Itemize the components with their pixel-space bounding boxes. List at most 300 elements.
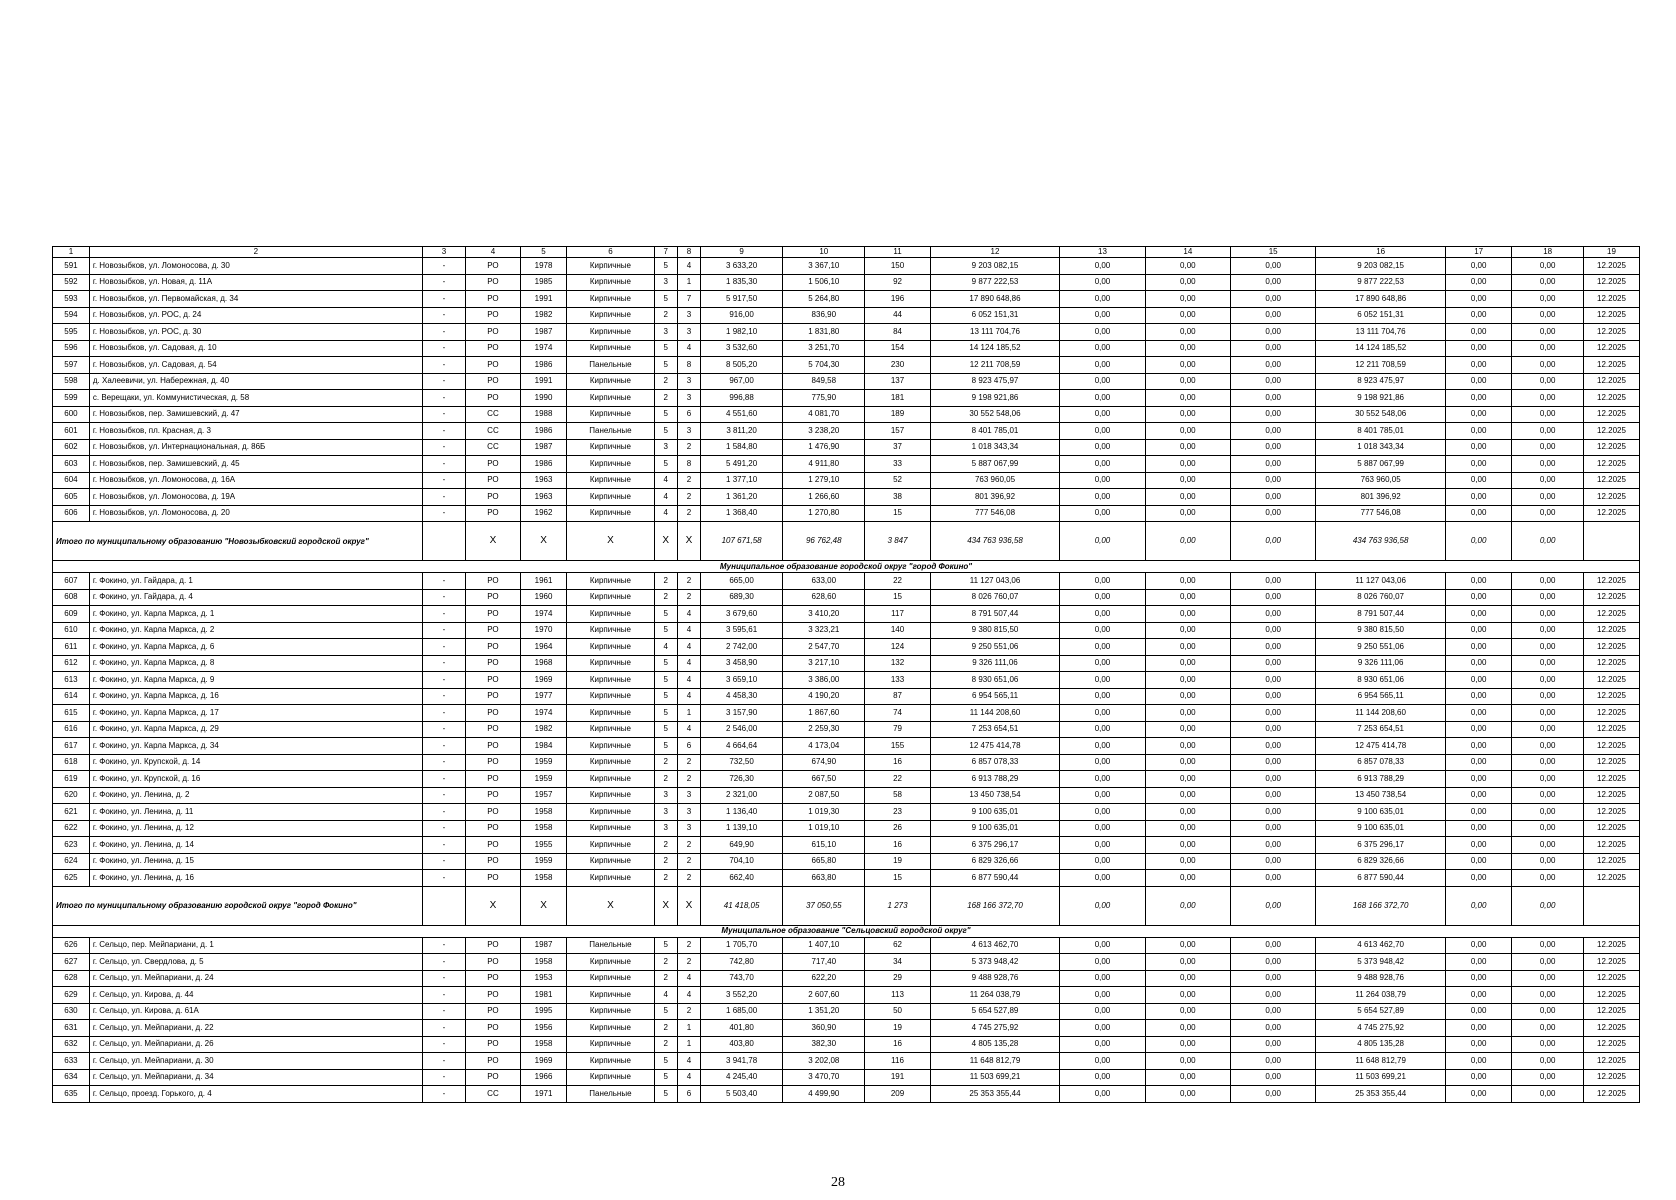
table-cell: - — [422, 820, 465, 837]
total-cell: X — [654, 522, 677, 561]
table-cell: 1991 — [520, 291, 566, 308]
table-cell: - — [422, 639, 465, 656]
address-cell: г. Новозыбков, ул. Ломоносова, д. 16А — [89, 472, 422, 489]
table-row — [53, 307, 1640, 324]
table-cell: 0,00 — [1512, 373, 1584, 390]
table-cell: 0,00 — [1231, 291, 1316, 308]
table-cell: 12.2025 — [1583, 390, 1639, 407]
table-cell: 0,00 — [1060, 489, 1145, 506]
table-cell: 1987 — [520, 937, 566, 954]
table-cell: РО — [466, 970, 521, 987]
table-cell: 0,00 — [1060, 423, 1145, 440]
table-row — [53, 291, 1640, 308]
table-cell: 9 380 815,50 — [1316, 622, 1446, 639]
address-cell: г. Сельцо, ул. Мейпариани, д. 22 — [89, 1020, 422, 1037]
table-cell: 0,00 — [1512, 937, 1584, 954]
table-cell: - — [422, 291, 465, 308]
table-cell: 3 811,20 — [701, 423, 783, 440]
table-cell: 3 — [654, 324, 677, 341]
table-row — [53, 639, 1640, 656]
table-cell: 5 — [654, 622, 677, 639]
table-cell: 604 — [53, 472, 90, 489]
table-cell: 603 — [53, 456, 90, 473]
table-cell: 594 — [53, 307, 90, 324]
table-cell: - — [422, 954, 465, 971]
table-cell: 0,00 — [1231, 771, 1316, 788]
table-cell: 12.2025 — [1583, 324, 1639, 341]
table-cell: 0,00 — [1060, 1020, 1145, 1037]
table-cell: 12.2025 — [1583, 688, 1639, 705]
table-cell: 26 — [865, 820, 930, 837]
table-row — [53, 987, 1640, 1004]
table-cell: 0,00 — [1145, 787, 1230, 804]
table-cell: 12.2025 — [1583, 274, 1639, 291]
table-cell: Кирпичные — [567, 439, 654, 456]
table-cell: 0,00 — [1231, 423, 1316, 440]
table-cell: 0,00 — [1512, 1036, 1584, 1053]
table-cell: 8 505,20 — [701, 357, 783, 374]
table-cell: 601 — [53, 423, 90, 440]
table-cell: 1984 — [520, 738, 566, 755]
table-cell: 79 — [865, 721, 930, 738]
table-cell: РО — [466, 340, 521, 357]
table-cell: 2 — [677, 505, 700, 522]
table-cell: 1959 — [520, 771, 566, 788]
table-cell: 0,00 — [1445, 688, 1511, 705]
table-cell: 633 — [53, 1053, 90, 1070]
table-cell: 0,00 — [1445, 1003, 1511, 1020]
address-cell: г. Сельцо, проезд. Горького, д. 4 — [89, 1086, 422, 1103]
table-cell: 0,00 — [1060, 589, 1145, 606]
address-cell: г. Новозыбков, ул. РОС, д. 24 — [89, 307, 422, 324]
table-cell: 12.2025 — [1583, 721, 1639, 738]
table-cell: - — [422, 1069, 465, 1086]
table-cell: - — [422, 340, 465, 357]
table-cell: 1974 — [520, 606, 566, 623]
table-cell: 0,00 — [1231, 622, 1316, 639]
table-cell: 0,00 — [1145, 837, 1230, 854]
table-cell: 667,50 — [783, 771, 865, 788]
column-number: 13 — [1060, 247, 1145, 258]
table-cell: РО — [466, 307, 521, 324]
table-cell: 9 250 551,06 — [930, 639, 1060, 656]
table-cell: 12.2025 — [1583, 804, 1639, 821]
table-cell: 0,00 — [1145, 721, 1230, 738]
table-cell: 12.2025 — [1583, 1069, 1639, 1086]
table-cell: 230 — [865, 357, 930, 374]
total-cell: X — [677, 522, 700, 561]
table-cell: 181 — [865, 390, 930, 407]
table-cell: 1 831,80 — [783, 324, 865, 341]
table-cell: 2 742,00 — [701, 639, 783, 656]
table-cell: 12 475 414,78 — [930, 738, 1060, 755]
table-cell: 3 532,60 — [701, 340, 783, 357]
table-cell: - — [422, 573, 465, 590]
total-label: Итого по муниципальному образованию городской округ "город Фокино" — [53, 886, 423, 925]
total-cell: 0,00 — [1231, 522, 1316, 561]
table-cell: Кирпичные — [567, 1003, 654, 1020]
table-cell: 3 470,70 — [783, 1069, 865, 1086]
table-row — [53, 837, 1640, 854]
table-cell: 1 279,10 — [783, 472, 865, 489]
table-cell: 649,90 — [701, 837, 783, 854]
table-cell: 11 127 043,06 — [930, 573, 1060, 590]
table-cell: 1 266,60 — [783, 489, 865, 506]
table-cell: - — [422, 837, 465, 854]
table-cell: 4 — [677, 721, 700, 738]
table-cell: 0,00 — [1231, 505, 1316, 522]
table-cell: 5 — [654, 1086, 677, 1103]
table-cell: 4 173,04 — [783, 738, 865, 755]
table-cell: 9 198 921,86 — [1316, 390, 1446, 407]
table-cell: 1953 — [520, 970, 566, 987]
table-cell: 1 018 343,34 — [930, 439, 1060, 456]
table-cell: 2 — [677, 853, 700, 870]
total-cell: 0,00 — [1512, 522, 1584, 561]
address-cell: г. Фокино, ул. Ленина, д. 2 — [89, 787, 422, 804]
table-cell: 4 — [654, 987, 677, 1004]
table-cell: 6 375 296,17 — [930, 837, 1060, 854]
table-cell: - — [422, 1053, 465, 1070]
total-cell — [1583, 522, 1639, 561]
table-cell: 0,00 — [1145, 1053, 1230, 1070]
table-cell: 0,00 — [1231, 472, 1316, 489]
table-cell: 1 361,20 — [701, 489, 783, 506]
table-cell: 4 805 135,28 — [930, 1036, 1060, 1053]
table-row — [53, 357, 1640, 374]
table-cell: 0,00 — [1512, 987, 1584, 1004]
table-cell: 0,00 — [1060, 340, 1145, 357]
table-cell: 0,00 — [1512, 954, 1584, 971]
table-row — [53, 439, 1640, 456]
address-cell: г. Сельцо, ул. Мейпариани, д. 24 — [89, 970, 422, 987]
table-cell: 0,00 — [1512, 672, 1584, 689]
table-cell: 15 — [865, 589, 930, 606]
total-cell: 0,00 — [1060, 522, 1145, 561]
table-cell: 3 386,00 — [783, 672, 865, 689]
table-row — [53, 573, 1640, 590]
table-cell: 5 — [654, 688, 677, 705]
table-cell: 0,00 — [1445, 820, 1511, 837]
table-cell: 2 — [654, 390, 677, 407]
table-cell: 0,00 — [1445, 340, 1511, 357]
table-cell: РО — [466, 1069, 521, 1086]
table-cell: 0,00 — [1512, 820, 1584, 837]
table-cell: 360,90 — [783, 1020, 865, 1037]
table-cell: 1963 — [520, 472, 566, 489]
total-cell: X — [654, 886, 677, 925]
table-cell: 5 503,40 — [701, 1086, 783, 1103]
table-cell: 0,00 — [1145, 373, 1230, 390]
table-cell: Кирпичные — [567, 672, 654, 689]
total-cell: 1 273 — [865, 886, 930, 925]
table-cell: 11 127 043,06 — [1316, 573, 1446, 590]
table-cell: 4 — [677, 987, 700, 1004]
table-cell: 2 — [677, 771, 700, 788]
table-cell: 1 685,00 — [701, 1003, 783, 1020]
table-cell: 1958 — [520, 1036, 566, 1053]
table-cell: 1961 — [520, 573, 566, 590]
table-cell: 0,00 — [1445, 390, 1511, 407]
table-cell: 1966 — [520, 1069, 566, 1086]
address-cell: г. Фокино, ул. Карла Маркса, д. 16 — [89, 688, 422, 705]
table-cell: 0,00 — [1512, 1020, 1584, 1037]
table-cell: 2 — [654, 754, 677, 771]
table-cell: 5 — [654, 406, 677, 423]
table-cell: 12.2025 — [1583, 456, 1639, 473]
table-cell: 0,00 — [1512, 390, 1584, 407]
table-cell: 0,00 — [1231, 738, 1316, 755]
table-cell: 12.2025 — [1583, 1086, 1639, 1103]
table-cell: - — [422, 505, 465, 522]
section-title: Муниципальное образование городской округ "город Фокино" — [53, 561, 1640, 573]
total-cell: 0,00 — [1060, 886, 1145, 925]
table-row — [53, 954, 1640, 971]
table-cell: 12.2025 — [1583, 357, 1639, 374]
table-cell: 620 — [53, 787, 90, 804]
table-cell: - — [422, 987, 465, 1004]
table-cell: РО — [466, 837, 521, 854]
table-cell: РО — [466, 639, 521, 656]
table-cell: 0,00 — [1060, 622, 1145, 639]
table-cell: 0,00 — [1060, 705, 1145, 722]
table-cell: 0,00 — [1231, 439, 1316, 456]
table-cell: 0,00 — [1145, 489, 1230, 506]
table-cell: 1974 — [520, 340, 566, 357]
table-cell: 12.2025 — [1583, 655, 1639, 672]
table-cell: 621 — [53, 804, 90, 821]
table-cell: 6 954 565,11 — [1316, 688, 1446, 705]
table-cell: 0,00 — [1512, 853, 1584, 870]
table-cell: 0,00 — [1060, 987, 1145, 1004]
column-number: 9 — [701, 247, 783, 258]
table-cell: 0,00 — [1145, 705, 1230, 722]
table-cell: 0,00 — [1512, 340, 1584, 357]
table-cell: 1971 — [520, 1086, 566, 1103]
table-cell: 1977 — [520, 688, 566, 705]
table-cell: РО — [466, 688, 521, 705]
table-cell: 0,00 — [1231, 853, 1316, 870]
table-cell: Кирпичные — [567, 954, 654, 971]
table-cell: 0,00 — [1445, 754, 1511, 771]
table-row — [53, 787, 1640, 804]
table-cell: 0,00 — [1231, 373, 1316, 390]
table-cell: 0,00 — [1445, 307, 1511, 324]
table-cell: 2 — [677, 837, 700, 854]
table-cell: 133 — [865, 672, 930, 689]
table-cell: - — [422, 606, 465, 623]
address-cell: г. Новозыбков, пер. Замишевский, д. 45 — [89, 456, 422, 473]
table-cell: 0,00 — [1512, 258, 1584, 275]
table-cell: 628,60 — [783, 589, 865, 606]
table-cell: 0,00 — [1145, 423, 1230, 440]
table-cell: 2 — [677, 439, 700, 456]
table-cell: 704,10 — [701, 853, 783, 870]
table-cell: 0,00 — [1145, 456, 1230, 473]
address-cell: г. Сельцо, ул. Кирова, д. 61А — [89, 1003, 422, 1020]
table-cell: 19 — [865, 1020, 930, 1037]
table-row — [53, 373, 1640, 390]
table-cell: 0,00 — [1512, 573, 1584, 590]
table-cell: 6 829 326,66 — [1316, 853, 1446, 870]
table-cell: 6 857 078,33 — [930, 754, 1060, 771]
table-cell: 0,00 — [1512, 738, 1584, 755]
table-cell: 6 829 326,66 — [930, 853, 1060, 870]
table-cell: 0,00 — [1060, 505, 1145, 522]
table-cell: Кирпичные — [567, 1036, 654, 1053]
table-cell: 4 — [677, 1069, 700, 1086]
address-cell: г. Фокино, ул. Карла Маркса, д. 8 — [89, 655, 422, 672]
table-cell: 0,00 — [1231, 987, 1316, 1004]
table-cell: 849,58 — [783, 373, 865, 390]
total-cell: X — [677, 886, 700, 925]
table-cell: 9 100 635,01 — [1316, 820, 1446, 837]
table-cell: 0,00 — [1145, 439, 1230, 456]
table-cell: 0,00 — [1445, 472, 1511, 489]
table-cell: 34 — [865, 954, 930, 971]
table-cell: 196 — [865, 291, 930, 308]
table-cell: 0,00 — [1445, 357, 1511, 374]
column-number: 6 — [567, 247, 654, 258]
table-cell: 8 026 760,07 — [1316, 589, 1446, 606]
table-row — [53, 738, 1640, 755]
address-cell: г. Фокино, ул. Карла Маркса, д. 6 — [89, 639, 422, 656]
table-cell: 0,00 — [1231, 573, 1316, 590]
table-cell: Кирпичные — [567, 274, 654, 291]
total-cell: 434 763 936,58 — [1316, 522, 1446, 561]
table-cell: 3 202,08 — [783, 1053, 865, 1070]
table-cell: 0,00 — [1060, 258, 1145, 275]
table-cell: 0,00 — [1060, 870, 1145, 887]
table-cell: 0,00 — [1512, 423, 1584, 440]
address-cell: г. Сельцо, ул. Свердлова, д. 5 — [89, 954, 422, 971]
table-cell: 635 — [53, 1086, 90, 1103]
table-cell: 30 552 548,06 — [1316, 406, 1446, 423]
table-cell: 663,80 — [783, 870, 865, 887]
table-cell: Панельные — [567, 1086, 654, 1103]
table-row — [53, 606, 1640, 623]
table-cell: 0,00 — [1060, 787, 1145, 804]
table-cell: Кирпичные — [567, 472, 654, 489]
table-cell: - — [422, 787, 465, 804]
table-cell: 13 111 704,76 — [1316, 324, 1446, 341]
table-cell: 0,00 — [1231, 954, 1316, 971]
table-cell: - — [422, 324, 465, 341]
table-cell: 9 198 921,86 — [930, 390, 1060, 407]
table-cell: Кирпичные — [567, 804, 654, 821]
table-cell: 4 — [677, 606, 700, 623]
table-cell: 0,00 — [1512, 589, 1584, 606]
table-cell: Кирпичные — [567, 324, 654, 341]
table-cell: 9 326 111,06 — [1316, 655, 1446, 672]
table-cell: 0,00 — [1231, 307, 1316, 324]
table-cell: 0,00 — [1060, 970, 1145, 987]
table-cell: 1 506,10 — [783, 274, 865, 291]
table-cell: РО — [466, 787, 521, 804]
table-cell: 8 930 651,06 — [1316, 672, 1446, 689]
table-cell: 717,40 — [783, 954, 865, 971]
table-cell: 801 396,92 — [1316, 489, 1446, 506]
table-cell: 0,00 — [1445, 837, 1511, 854]
table-cell: 23 — [865, 804, 930, 821]
table-cell: 2 — [654, 573, 677, 590]
table-cell: РО — [466, 987, 521, 1004]
table-cell: 16 — [865, 754, 930, 771]
table-cell: 1 407,10 — [783, 937, 865, 954]
table-cell: Кирпичные — [567, 787, 654, 804]
table-cell: 0,00 — [1445, 291, 1511, 308]
table-cell: 1 018 343,34 — [1316, 439, 1446, 456]
table-cell: - — [422, 870, 465, 887]
table-cell: РО — [466, 937, 521, 954]
table-cell: 1 139,10 — [701, 820, 783, 837]
table-cell: Панельные — [567, 357, 654, 374]
table-cell: 8 923 475,97 — [1316, 373, 1446, 390]
table-row — [53, 820, 1640, 837]
address-cell: г. Новозыбков, ул. Первомайская, д. 34 — [89, 291, 422, 308]
table-cell: 618 — [53, 754, 90, 771]
table-cell: - — [422, 406, 465, 423]
table-row — [53, 754, 1640, 771]
table-cell: 0,00 — [1060, 406, 1145, 423]
table-cell: - — [422, 390, 465, 407]
table-cell: 5 — [654, 738, 677, 755]
table-cell: 92 — [865, 274, 930, 291]
table-cell: - — [422, 622, 465, 639]
table-cell: 622,20 — [783, 970, 865, 987]
table-cell: 6 877 590,44 — [930, 870, 1060, 887]
table-cell: 611 — [53, 639, 90, 656]
table-cell: 0,00 — [1512, 406, 1584, 423]
table-cell: - — [422, 970, 465, 987]
table-cell: 7 — [677, 291, 700, 308]
table-cell: 8 791 507,44 — [930, 606, 1060, 623]
table-cell: 2 — [654, 373, 677, 390]
table-cell: 610 — [53, 622, 90, 639]
table-cell: 1 — [677, 705, 700, 722]
table-cell: 0,00 — [1060, 672, 1145, 689]
total-cell: 37 050,55 — [783, 886, 865, 925]
table-cell: 2 — [677, 870, 700, 887]
table-cell: 2 — [677, 1003, 700, 1020]
table-cell: Кирпичные — [567, 721, 654, 738]
total-cell: X — [520, 886, 566, 925]
table-cell: 4 458,30 — [701, 688, 783, 705]
table-cell: 1969 — [520, 672, 566, 689]
section-row — [53, 561, 1640, 573]
total-cell: 0,00 — [1445, 886, 1511, 925]
table-cell: 12.2025 — [1583, 1053, 1639, 1070]
table-cell: РО — [466, 472, 521, 489]
table-cell: 12.2025 — [1583, 505, 1639, 522]
table-cell: 1 270,80 — [783, 505, 865, 522]
table-cell: 1990 — [520, 390, 566, 407]
table-cell: 0,00 — [1512, 870, 1584, 887]
total-cell: 107 671,58 — [701, 522, 783, 561]
table-row — [53, 472, 1640, 489]
table-cell: 0,00 — [1231, 837, 1316, 854]
table-cell: 6 — [677, 738, 700, 755]
table-cell: РО — [466, 357, 521, 374]
table-cell: РО — [466, 820, 521, 837]
table-cell: 665,80 — [783, 853, 865, 870]
table-cell: 1957 — [520, 787, 566, 804]
table-cell: 836,90 — [783, 307, 865, 324]
table-cell: 0,00 — [1145, 1086, 1230, 1103]
table-cell: 4 745 275,92 — [1316, 1020, 1446, 1037]
table-cell: 1985 — [520, 274, 566, 291]
table-cell: Кирпичные — [567, 837, 654, 854]
